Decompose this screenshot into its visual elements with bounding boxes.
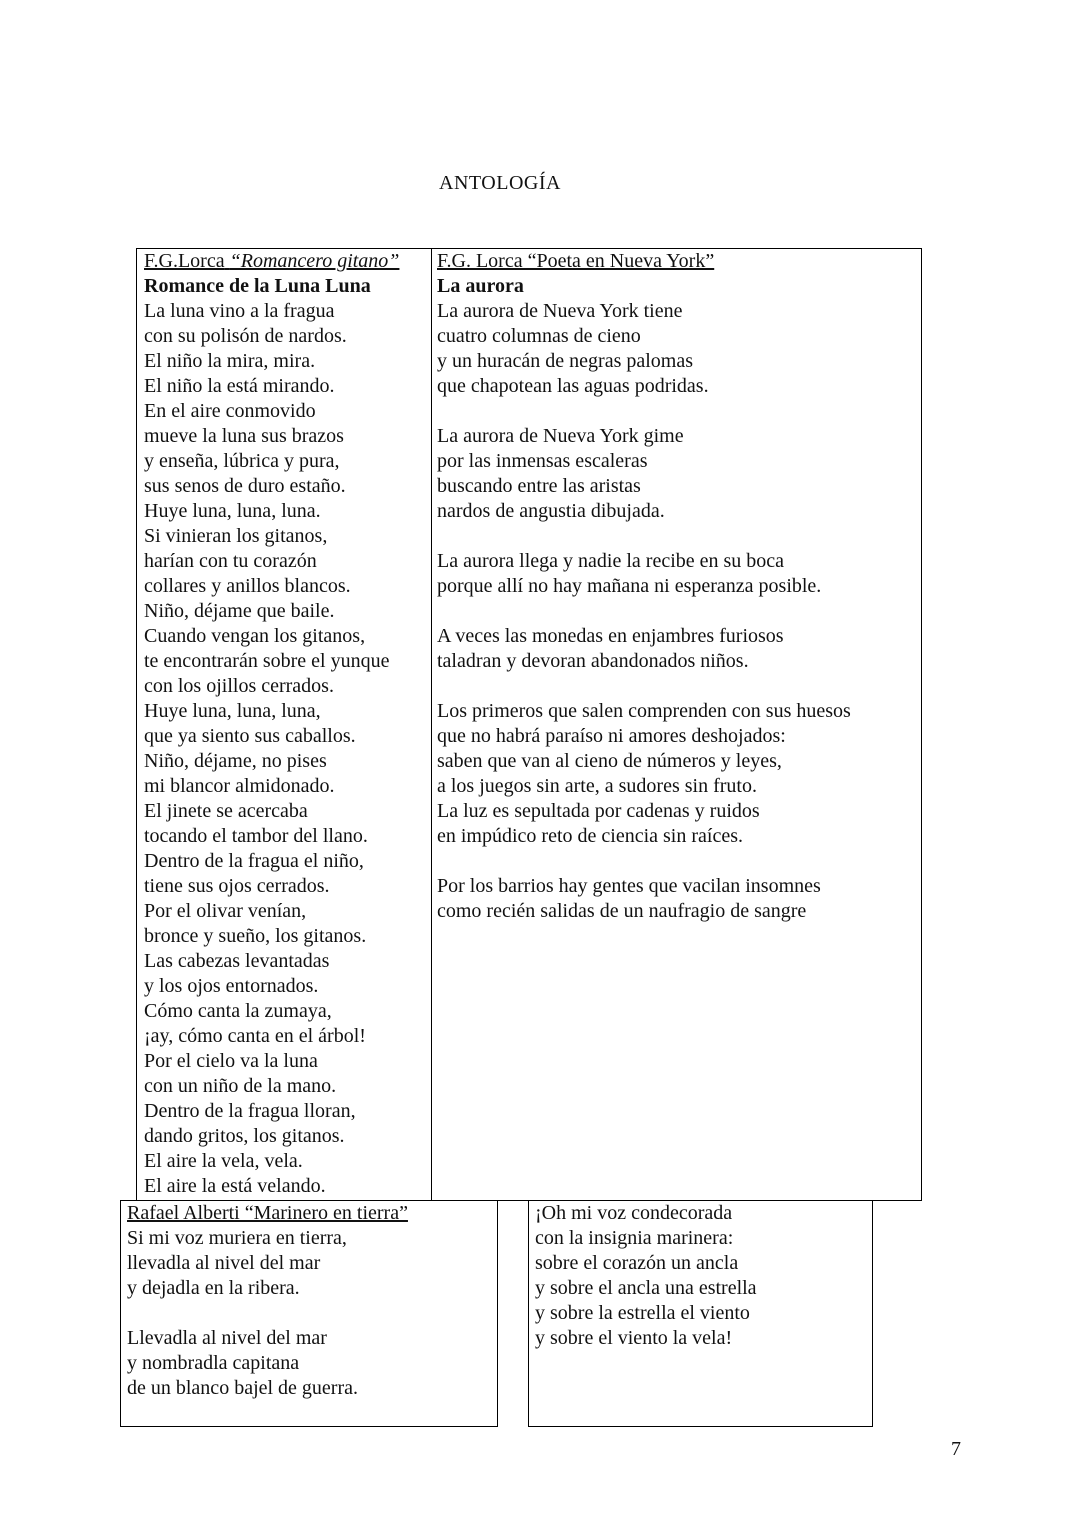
poem-line: tocando el tambor del llano. (144, 825, 368, 847)
poem-line: Por el olivar venían, (144, 900, 307, 922)
alberti-stanza-2 (127, 1326, 495, 1401)
poem-line: Huye luna, luna, luna. (144, 500, 321, 522)
alberti-heading: Rafael Alberti “Marinero en tierra” (127, 1202, 408, 1224)
alberti-stanza-3 (535, 1201, 870, 1351)
page-title: ANTOLOGÍA (439, 172, 561, 194)
poem-line: Si mi voz muriera en tierra, (127, 1227, 347, 1249)
nueva-york-heading: F.G. Lorca “Poeta en Nueva York” (437, 250, 715, 272)
poem-line: Cómo canta la zumaya, (144, 1000, 332, 1022)
poem-line: y sobre la estrella el viento (535, 1302, 750, 1324)
poem-line: y dejadla en la ribera. (127, 1277, 300, 1299)
poem-line: La aurora llega y nadie la recibe en su boca (437, 550, 785, 572)
page-number: 7 (951, 1438, 961, 1460)
poem-line: ¡Oh mi voz condecorada (535, 1202, 733, 1224)
poem-line: cuatro columnas de cieno (437, 325, 641, 347)
poem-line: que no habrá paraíso ni amores deshojados: (437, 725, 786, 747)
nueva-york-stanza-1 (437, 299, 917, 399)
poem-line: sobre el corazón un ancla (535, 1252, 739, 1274)
romancero-poem-title: Romance de la Luna Luna (144, 275, 371, 297)
poem-line: mi blancor almidonado. (144, 775, 335, 797)
poem-line: de un blanco bajel de guerra. (127, 1377, 359, 1399)
poem-line: ¡ay, cómo canta en el árbol! (144, 1025, 366, 1047)
nueva-york-stanza-4 (437, 624, 917, 674)
poem-line: Por el cielo va la luna (144, 1050, 318, 1072)
poem-line: Por los barrios hay gentes que vacilan insomnes (437, 875, 821, 897)
romancero-heading: F.G.Lorca “Romancero gitano” (144, 250, 400, 272)
poem-line: sus senos de duro estaño. (144, 475, 346, 497)
alberti-stanza-1 (127, 1226, 495, 1301)
poem-line: La luz es sepultada por cadenas y ruidos (437, 800, 760, 822)
poem-line: y enseña, lúbrica y pura, (144, 450, 340, 472)
poem-line: El niño la está mirando. (144, 375, 335, 397)
poem-line: harían con tu corazón (144, 550, 317, 572)
poem-line: dando gritos, los gitanos. (144, 1125, 345, 1147)
alberti-left-column (127, 1201, 495, 1401)
romancero-lines (144, 299, 434, 1199)
poem-line: y sobre el viento la vela! (535, 1327, 733, 1349)
poem-line: con la insignia marinera: (535, 1227, 734, 1249)
poem-line: Los primeros que salen comprenden con sus huesos (437, 700, 851, 722)
nueva-york-stanza-2 (437, 424, 917, 524)
poem-line: en impúdico reto de ciencia sin raíces. (437, 825, 743, 847)
poem-line: nardos de angustia dibujada. (437, 500, 665, 522)
poem-line: que chapotean las aguas podridas. (437, 375, 709, 397)
poem-line: tiene sus ojos cerrados. (144, 875, 330, 897)
poem-line: Huye luna, luna, luna, (144, 700, 321, 722)
poem-line: Niño, déjame, no pises (144, 750, 327, 772)
nueva-york-stanza-6 (437, 874, 917, 924)
poem-line: La aurora de Nueva York gime (437, 425, 684, 447)
poem-line: y nombradla capitana (127, 1352, 300, 1374)
romancero-column (144, 249, 434, 1199)
nueva-york-stanza-3 (437, 549, 917, 599)
poem-line: La aurora de Nueva York tiene (437, 300, 683, 322)
poem-line: Las cabezas levantadas (144, 950, 330, 972)
poem-line: Cuando vengan los gitanos, (144, 625, 366, 647)
poem-line: como recién salidas de un naufragio de sangre (437, 900, 807, 922)
poem-line: El aire la vela, vela. (144, 1150, 303, 1172)
nueva-york-stanza-5 (437, 699, 917, 849)
nueva-york-poem-title: La aurora (437, 275, 524, 297)
poem-line: saben que van al cieno de números y leyes, (437, 750, 782, 772)
poem-line: y sobre el ancla una estrella (535, 1277, 757, 1299)
poem-line: El jinete se acercaba (144, 800, 308, 822)
poem-line: con un niño de la mano. (144, 1075, 337, 1097)
alberti-right-column (535, 1201, 870, 1351)
poem-line: Dentro de la fragua lloran, (144, 1100, 356, 1122)
poem-line: A veces las monedas en enjambres furiosos (437, 625, 784, 647)
poem-line: y los ojos entornados. (144, 975, 319, 997)
poem-line: te encontrarán sobre el yunque (144, 650, 390, 672)
poem-line: y un huracán de negras palomas (437, 350, 694, 372)
poem-line: con su polisón de nardos. (144, 325, 347, 347)
poem-line: llevadla al nivel del mar (127, 1252, 321, 1274)
poem-line: a los juegos sin arte, a sudores sin fruto. (437, 775, 757, 797)
poem-line: que ya siento sus caballos. (144, 725, 356, 747)
poem-line: con los ojillos cerrados. (144, 675, 334, 697)
poem-line: taladran y devoran abandonados niños. (437, 650, 749, 672)
poem-line: bronce y sueño, los gitanos. (144, 925, 367, 947)
poem-line: collares y anillos blancos. (144, 575, 351, 597)
poem-line: por las inmensas escaleras (437, 450, 648, 472)
poem-line: Si vinieran los gitanos, (144, 525, 328, 547)
poem-line: La luna vino a la fragua (144, 300, 335, 322)
nueva-york-column (437, 249, 917, 924)
poem-line: Dentro de la fragua el niño, (144, 850, 364, 872)
poem-line: buscando entre las aristas (437, 475, 641, 497)
poem-line: En el aire conmovido (144, 400, 316, 422)
poem-line: El niño la mira, mira. (144, 350, 316, 372)
poem-line: mueve la luna sus brazos (144, 425, 344, 447)
poem-line: Llevadla al nivel del mar (127, 1327, 327, 1349)
poem-line: porque allí no hay mañana ni esperanza posible. (437, 575, 822, 597)
poem-line: El aire la está velando. (144, 1175, 326, 1197)
poem-line: Niño, déjame que baile. (144, 600, 335, 622)
